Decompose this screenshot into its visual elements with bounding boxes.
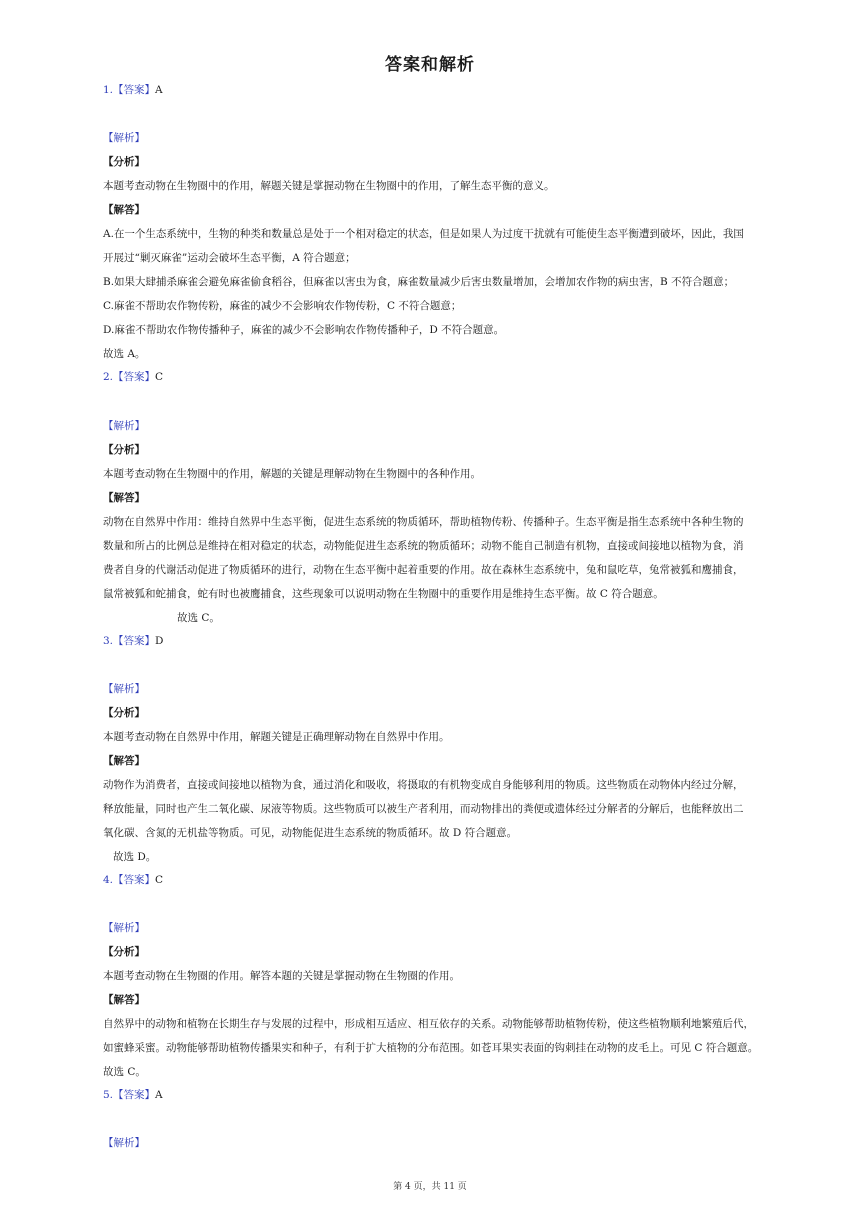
answer-line <box>103 873 763 887</box>
paragraph-line: 费者自身的代谢活动促进了物质循环的进行，动物在生态平衡中起着重要的作用。故在森林生态系统中，兔和鼠吃草，兔常被狐和鹰捕食， <box>103 564 744 576</box>
paragraph-line: 本题考查动物在自然界中作用，解题关键是正确理解动物在自然界中作用。 <box>103 731 450 743</box>
answer-value: C <box>155 371 164 383</box>
section-heading: 【解答】 <box>103 204 145 216</box>
question-number: 2. <box>103 371 114 383</box>
answer-value: C <box>155 874 164 886</box>
section-heading: 【解答】 <box>103 492 145 504</box>
paragraph-line: C.麻雀不帮助农作物传粉，麻雀的减少不会影响农作物传粉，C 不符合题意； <box>103 300 462 312</box>
answer-label: 【答案】 <box>113 84 156 96</box>
answer-line <box>103 83 763 97</box>
paragraph-line: 本题考查动物在生物圈中的作用，解题关键是掌握动物在生物圈中的作用，了解生态平衡的意义。 <box>103 180 555 192</box>
paragraph-line: 故选 D。 <box>113 851 157 863</box>
analysis-heading: 【解析】 <box>103 922 145 934</box>
paragraph-line: 本题考查动物在生物圈中的作用，解题的关键是理解动物在生物圈中的各种作用。 <box>103 468 481 480</box>
analysis-heading: 【解析】 <box>103 132 145 144</box>
paragraph-line: 动物在自然界中作用：维持自然界中生态平衡，促进生态系统的物质循环，帮助植物传粉、传播种子。生态平衡是指生态系统中各种生物的 <box>103 516 744 528</box>
answer-value: A <box>155 1089 163 1101</box>
paragraph-line: 故选 C。 <box>177 612 220 624</box>
paragraph-line: 氧化碳、含氮的无机盐等物质。可见，动物能促进生态系统的物质循环。故 D 符合题意。 <box>103 827 518 839</box>
answer-value: A <box>155 84 163 96</box>
analysis-heading: 【解析】 <box>103 1137 145 1149</box>
question-number: 4. <box>103 874 114 886</box>
paragraph-line: D.麻雀不帮助农作物传播种子，麻雀的减少不会影响农作物传播种子，D 不符合题意。 <box>103 324 505 336</box>
paragraph-line: A.在一个生态系统中，生物的种类和数量总是处于一个相对稳定的状态，但是如果人为过度干扰就有可能使生态平衡遭到破坏，因此，我国 <box>103 228 744 240</box>
question-number: 3. <box>103 635 114 647</box>
paragraph-line: 数量和所占的比例总是维持在相对稳定的状态，动物能促进生态系统的物质循环；动物不能自己制造有机物，直接或间接地以植物为食，消 <box>103 540 744 552</box>
paragraph-line: 鼠常被狐和蛇捕食，蛇有时也被鹰捕食，这些现象可以说明动物在生物圈中的重要作用是维持生态平衡。故 C 符合题意。 <box>103 588 664 600</box>
answer-label: 【答案】 <box>113 371 156 383</box>
answer-label: 【答案】 <box>113 635 156 647</box>
paragraph-line: 本题考查动物在生物圈的作用。解答本题的关键是掌握动物在生物圈的作用。 <box>103 970 460 982</box>
answer-line <box>103 634 763 648</box>
analysis-heading: 【解析】 <box>103 683 145 695</box>
section-heading: 【分析】 <box>103 707 145 719</box>
paragraph-line: B.如果大肆捕杀麻雀会避免麻雀偷食稻谷，但麻雀以害虫为食，麻雀数量减少后害虫数量增加，会增加农作物的病虫害，B 不符合题意； <box>103 276 735 288</box>
section-heading: 【解答】 <box>103 994 145 1006</box>
paragraph-line: 开展过“剿灭麻雀”运动会破坏生态平衡，A 符合题意； <box>103 252 356 264</box>
section-heading: 【分析】 <box>103 156 145 168</box>
answer-label: 【答案】 <box>113 874 156 886</box>
paragraph-line: 故选 A。 <box>103 348 146 360</box>
answer-value: D <box>155 635 164 647</box>
question-number: 5. <box>103 1089 114 1101</box>
paragraph-line: 故选 C。 <box>103 1066 146 1078</box>
page-footer: 第 4 页，共 11 页 <box>393 1182 467 1192</box>
answer-label: 【答案】 <box>113 1089 156 1101</box>
paragraph-line: 释放能量，同时也产生二氧化碳、尿液等物质。这些物质可以被生产者利用，而动物排出的粪便或遗体经过分解者的分解后，也能释放出二 <box>103 803 744 815</box>
page-title: 答案和解析 <box>385 55 475 75</box>
analysis-heading: 【解析】 <box>103 420 145 432</box>
question-number: 1. <box>103 84 114 96</box>
section-heading: 【分析】 <box>103 946 145 958</box>
paragraph-line: 如蜜蜂采蜜。动物能够帮助植物传播果实和种子，有利于扩大植物的分布范围。如苍耳果实表面的钩刺挂在动物的皮毛上。可见 C 符合题意。 <box>103 1042 759 1054</box>
answer-line <box>103 370 763 384</box>
section-heading: 【分析】 <box>103 444 145 456</box>
answer-line <box>103 1088 763 1102</box>
paragraph-line: 动物作为消费者，直接或间接地以植物为食，通过消化和吸收，将摄取的有机物变成自身能够利用的物质。这些物质在动物体内经过分解， <box>103 779 744 791</box>
paragraph-line: 自然界中的动物和植物在长期生存与发展的过程中，形成相互适应、相互依存的关系。动物能够帮助植物传粉，使这些植物顺利地繁殖后代， <box>103 1018 754 1030</box>
section-heading: 【解答】 <box>103 755 145 767</box>
